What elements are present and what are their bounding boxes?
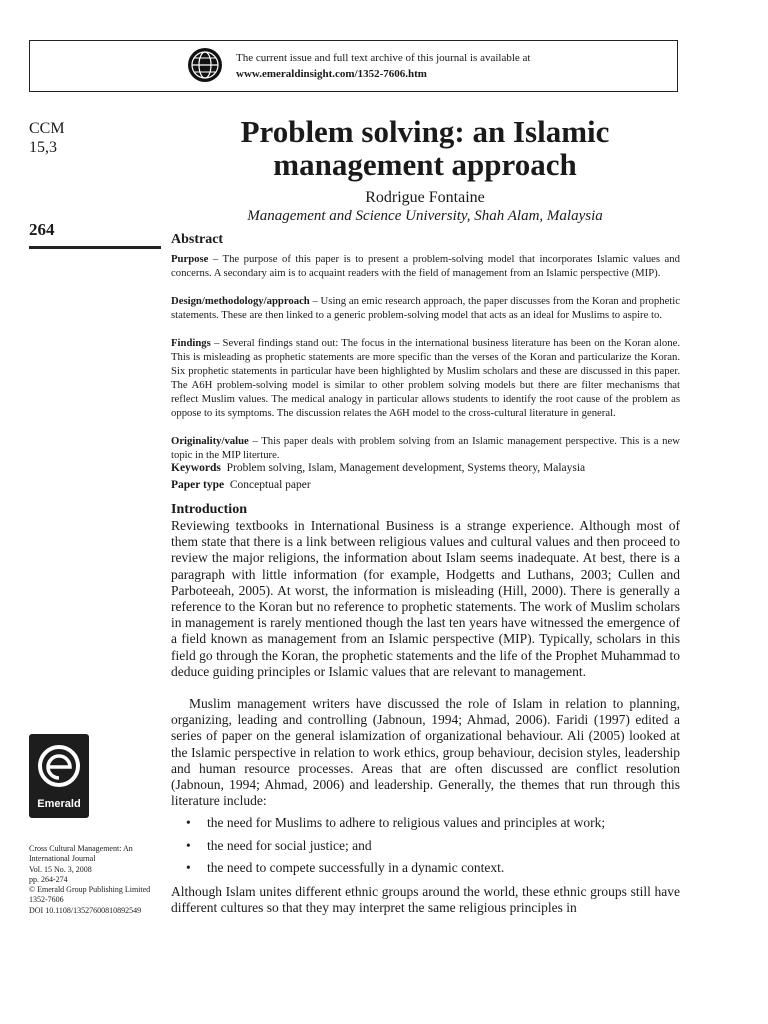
archive-notice: The current issue and full text archive of this journal is available at: [236, 52, 531, 64]
meta-line: 1352-7606: [29, 895, 64, 905]
purpose-label: Purpose: [171, 253, 209, 265]
list-item-text: the need for Muslims to adhere to religious values and principles at work;: [207, 815, 606, 830]
journal-volume: 15,3: [29, 139, 57, 156]
publication-metadata: [29, 844, 169, 916]
originality-text: – This paper deals with problem solving from an Islamic management perspective. This is a new topic in the MIP literture.: [171, 435, 680, 461]
keywords: [171, 462, 680, 474]
intro-paragraph-2: Muslim management writers have discussed the role of Islam in relation to planning, organizing, leading and controlling (Jabnoun, 1994; Ahmad, 2006). Faridi (1997) edited a series of paper on the general islamization of organizational behaviour. Ali (2005) looked at the Islamic perspective in relation to work ethics, group behaviour, decision styles, leadership and human resource processes. Areas that are often discussed are conflict resolution (Jabnoun, 1994; Ahmad, 2006) and leadership. Generally, the themes that run through this literature include:: [171, 696, 680, 809]
findings-text: – Several findings stand out: The focus in the international business literature has been on the Koran alone. This is misleading as prophetic statements are more specific than the verses of the Koran and particularize the Koran. Six prophetic statements in particular have been highlighted by Muslim scholars and these are discussed in this paper. The A6H problem-solving model is similar to other problem solving models but there are filter mechanisms that reflect Muslim values. The medical analogy in particular allows students to identify the root cause of the problem as oppose to its symptoms. The discussion relates the A6H model to the cross-cultural literature in general.: [171, 337, 680, 419]
bullet-icon: •: [186, 815, 191, 830]
emerald-logo: [29, 734, 89, 818]
bullet-icon: •: [186, 837, 191, 853]
title-line-2: management approach: [273, 147, 577, 182]
abstract-purpose: [171, 252, 680, 280]
list-item: [171, 838, 680, 861]
globe-icon: [187, 47, 223, 83]
author-name: Rodrigue Fontaine: [365, 189, 485, 206]
keywords-label: Keywords: [171, 462, 221, 474]
abstract-design: [171, 294, 680, 322]
meta-line: Vol. 15 No. 3, 2008: [29, 864, 92, 874]
paper-type-label: Paper type: [171, 479, 225, 491]
meta-line: pp. 264-274: [29, 874, 68, 884]
journal-archive-banner: [29, 40, 678, 92]
abstract-findings: [171, 336, 680, 420]
abstract-originality: [171, 434, 680, 462]
paper-type-text: Conceptual paper: [229, 479, 311, 491]
list-item-text: the need for social justice; and: [207, 837, 372, 853]
purpose-text: – The purpose of this paper is to present a problem-solving model that incorporates Islamic values and concerns. A secondary aim is to acquaint readers with the field of management from an Islamic perspective (MIP).: [171, 253, 680, 279]
originality-label: Originality/value: [171, 435, 249, 447]
title-line-1: Problem solving: an Islamic: [240, 114, 610, 149]
intro-paragraph-1: Reviewing textbooks in International Business is a strange experience. Although most of them state that there is a link between religious values and cultural values and then proceed to review the major religions, the information about Islam seems inadequate. At best, there is a paragraph with little information (for example, Hodgetts and Luthans, 2003; Cullen and Parboteeah, 2005). At worst, the information is misleading (Hill, 2000). There is generally a reference to the Koran but no reference to prophetic statements. The work of Muslim scholars in management is rarely mentioned though the last ten years have witnessed the emergence of a field known as management from an Islamic perspective (MIP). Typically, scholars in this field go through the Koran, the prophetic statements and the life of the Prophet Muhammad to deduce guiding principles or Islamic values that are relevant to management.: [171, 518, 680, 679]
abstract-heading: Abstract: [171, 232, 224, 247]
journal-abbrev: CCM: [29, 120, 65, 137]
emerald-logo-icon: [29, 734, 89, 798]
design-label: Design/methodology/approach: [171, 295, 310, 307]
list-item-text: the need to compete successfully in a dynamic context.: [207, 860, 505, 875]
journal-url-link[interactable]: www.emeraldinsight.com/1352-7606.htm: [236, 68, 427, 80]
meta-line: DOI 10.1108/13527600810892549: [29, 905, 142, 915]
intro-paragraph-3: Although Islam unites different ethnic groups around the world, these ethnic groups still have different cultures so that they may interpret the same religious principles in: [171, 884, 680, 916]
themes-list: [171, 815, 680, 883]
journal-code: [29, 119, 65, 157]
list-item: [171, 815, 680, 838]
bullet-icon: •: [186, 860, 191, 875]
page-number-rule: [29, 246, 161, 249]
page-number: 264: [29, 220, 55, 239]
article-title: [171, 115, 679, 181]
meta-line: Cross Cultural Management: An: [29, 844, 133, 853]
list-item: [171, 860, 680, 883]
emerald-logo-text: Emerald: [37, 798, 81, 810]
paper-type: [171, 479, 680, 491]
author-affiliation: Management and Science University, Shah Alam, Malaysia: [247, 208, 603, 224]
findings-label: Findings: [171, 337, 211, 349]
design-text: – Using an emic research approach, the paper discusses from the Koran and prophetic statements. These are then linked to a generic problem-solving model that acts as an ideal for Muslims to aspire to.: [171, 295, 680, 321]
keywords-text: Problem solving, Islam, Management development, Systems theory, Malaysia: [226, 462, 586, 474]
introduction-heading: Introduction: [171, 502, 247, 517]
meta-line: © Emerald Group Publishing Limited: [29, 885, 151, 895]
meta-line: International Journal: [29, 854, 96, 864]
